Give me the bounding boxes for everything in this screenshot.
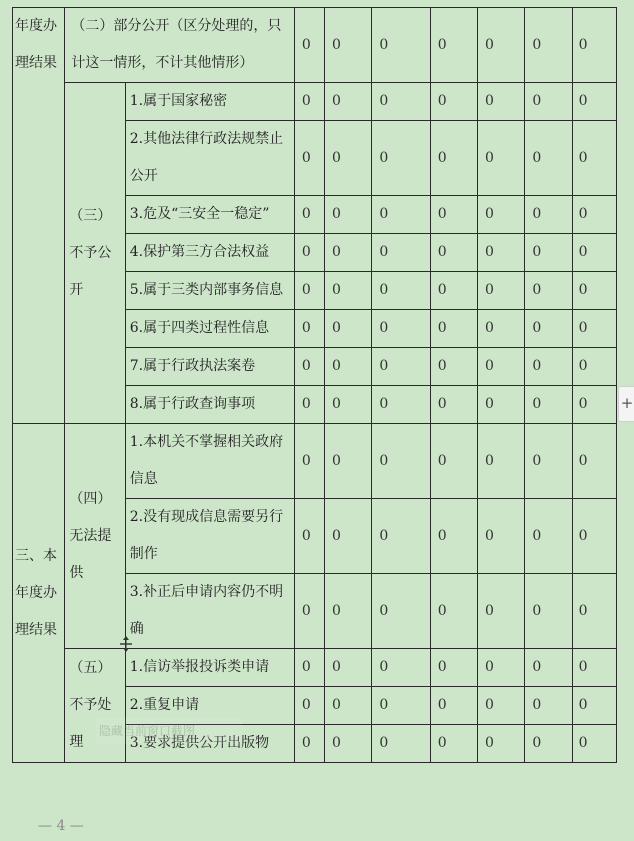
value-cell: 0 xyxy=(294,386,324,424)
group-label-unable: （四）无法提供 xyxy=(65,424,125,649)
value-cell: 0 xyxy=(430,424,477,499)
value-cell: 0 xyxy=(478,121,525,196)
row-label-partial: （二）部分公开（区分处理的，只计这一情形，不计其他情形） xyxy=(65,8,295,83)
value-cell: 0 xyxy=(294,121,324,196)
item-label: 3.要求提供公开出版物 xyxy=(125,725,294,763)
resize-cursor-icon xyxy=(119,635,133,653)
add-plus-button[interactable]: + xyxy=(618,386,634,422)
value-cell: 0 xyxy=(525,8,572,83)
value-cell: 0 xyxy=(325,348,372,386)
screenshot-toolbar-overlay[interactable]: 隐藏当前窗口截图 xyxy=(96,718,242,744)
value-cell: 0 xyxy=(478,196,525,234)
item-label: 8.属于行政查询事项 xyxy=(125,386,294,424)
value-cell: 0 xyxy=(525,310,572,348)
value-cell: 0 xyxy=(430,499,477,574)
value-cell: 0 xyxy=(572,121,616,196)
value-cell: 0 xyxy=(294,83,324,121)
value-cell: 0 xyxy=(572,196,616,234)
value-cell: 0 xyxy=(478,499,525,574)
value-cell: 0 xyxy=(294,725,324,763)
value-cell: 0 xyxy=(325,574,372,649)
value-cell: 0 xyxy=(325,272,372,310)
value-cell: 0 xyxy=(572,687,616,725)
value-cell: 0 xyxy=(294,196,324,234)
value-cell: 0 xyxy=(572,725,616,763)
value-cell: 0 xyxy=(525,348,572,386)
value-cell: 0 xyxy=(478,348,525,386)
page-number: — 4 — xyxy=(38,818,84,834)
item-label: 7.属于行政执法案卷 xyxy=(125,348,294,386)
value-cell: 0 xyxy=(525,574,572,649)
value-cell: 0 xyxy=(525,386,572,424)
value-cell: 0 xyxy=(372,310,430,348)
value-cell: 0 xyxy=(430,574,477,649)
value-cell: 0 xyxy=(430,8,477,83)
value-cell: 0 xyxy=(325,649,372,687)
value-cell: 0 xyxy=(525,499,572,574)
value-cell: 0 xyxy=(372,386,430,424)
value-cell: 0 xyxy=(478,424,525,499)
value-cell: 0 xyxy=(430,272,477,310)
value-cell: 0 xyxy=(430,649,477,687)
value-cell: 0 xyxy=(525,196,572,234)
value-cell: 0 xyxy=(572,310,616,348)
value-cell: 0 xyxy=(525,83,572,121)
value-cell: 0 xyxy=(478,272,525,310)
value-cell: 0 xyxy=(430,234,477,272)
value-cell: 0 xyxy=(430,310,477,348)
value-cell: 0 xyxy=(294,687,324,725)
value-cell: 0 xyxy=(478,649,525,687)
table-row xyxy=(13,83,617,121)
value-cell: 0 xyxy=(325,725,372,763)
value-cell: 0 xyxy=(572,649,616,687)
item-label: 2.没有现成信息需要另行制作 xyxy=(125,499,294,574)
value-cell: 0 xyxy=(478,234,525,272)
value-cell: 0 xyxy=(325,8,372,83)
value-cell: 0 xyxy=(525,725,572,763)
value-cell: 0 xyxy=(372,348,430,386)
value-cell: 0 xyxy=(478,83,525,121)
value-cell: 0 xyxy=(372,687,430,725)
value-cell: 0 xyxy=(430,725,477,763)
value-cell: 0 xyxy=(572,272,616,310)
item-label: 2.重复申请 xyxy=(125,687,294,725)
value-cell: 0 xyxy=(325,83,372,121)
item-label: 2.其他法律行政法规禁止公开 xyxy=(125,121,294,196)
value-cell: 0 xyxy=(372,83,430,121)
value-cell: 0 xyxy=(325,121,372,196)
value-cell: 0 xyxy=(572,499,616,574)
value-cell: 0 xyxy=(294,272,324,310)
value-cell: 0 xyxy=(525,649,572,687)
value-cell: 0 xyxy=(572,574,616,649)
value-cell: 0 xyxy=(430,687,477,725)
value-cell: 0 xyxy=(372,234,430,272)
value-cell: 0 xyxy=(372,649,430,687)
value-cell: 0 xyxy=(325,499,372,574)
value-cell: 0 xyxy=(372,121,430,196)
value-cell: 0 xyxy=(572,8,616,83)
value-cell: 0 xyxy=(294,499,324,574)
value-cell: 0 xyxy=(325,196,372,234)
value-cell: 0 xyxy=(430,196,477,234)
value-cell: 0 xyxy=(478,687,525,725)
value-cell: 0 xyxy=(478,8,525,83)
value-cell: 0 xyxy=(372,574,430,649)
value-cell: 0 xyxy=(430,83,477,121)
value-cell: 0 xyxy=(478,310,525,348)
item-label: 1.属于国家秘密 xyxy=(125,83,294,121)
statistics-table xyxy=(12,7,617,763)
value-cell: 0 xyxy=(525,121,572,196)
value-cell: 0 xyxy=(294,234,324,272)
value-cell: 0 xyxy=(430,348,477,386)
value-cell: 0 xyxy=(325,234,372,272)
value-cell: 0 xyxy=(572,348,616,386)
value-cell: 0 xyxy=(572,234,616,272)
value-cell: 0 xyxy=(372,272,430,310)
value-cell: 0 xyxy=(478,725,525,763)
value-cell: 0 xyxy=(325,386,372,424)
item-label: 5.属于三类内部事务信息 xyxy=(125,272,294,310)
value-cell: 0 xyxy=(372,725,430,763)
value-cell: 0 xyxy=(325,424,372,499)
group-label-withheld: （三）不予公开 xyxy=(65,83,125,424)
value-cell: 0 xyxy=(372,8,430,83)
item-label: 1.本机关不掌握相关政府信息 xyxy=(125,424,294,499)
value-cell: 0 xyxy=(294,649,324,687)
item-label: 3.危及“三安全一稳定” xyxy=(125,196,294,234)
value-cell: 0 xyxy=(325,687,372,725)
value-cell: 0 xyxy=(572,386,616,424)
value-cell: 0 xyxy=(525,687,572,725)
value-cell: 0 xyxy=(372,499,430,574)
value-cell: 0 xyxy=(525,272,572,310)
item-label: 3.补正后申请内容仍不明确 xyxy=(125,574,294,649)
value-cell: 0 xyxy=(372,424,430,499)
table-row xyxy=(13,424,617,499)
category-cell-bottom: 三、本年度办理结果 xyxy=(13,424,65,763)
category-cell-top: 年度办理结果 xyxy=(13,8,65,424)
value-cell: 0 xyxy=(430,386,477,424)
value-cell: 0 xyxy=(478,386,525,424)
value-cell: 0 xyxy=(430,121,477,196)
value-cell: 0 xyxy=(372,196,430,234)
value-cell: 0 xyxy=(572,424,616,499)
value-cell: 0 xyxy=(294,348,324,386)
value-cell: 0 xyxy=(525,424,572,499)
group-label-not-processed: （五）不予处理 xyxy=(65,649,125,763)
table-row xyxy=(13,649,617,687)
value-cell: 0 xyxy=(294,8,324,83)
item-label: 4.保护第三方合法权益 xyxy=(125,234,294,272)
table-row xyxy=(13,8,617,83)
value-cell: 0 xyxy=(525,234,572,272)
item-label: 1.信访举报投诉类申请 xyxy=(125,649,294,687)
item-label: 6.属于四类过程性信息 xyxy=(125,310,294,348)
value-cell: 0 xyxy=(572,83,616,121)
value-cell: 0 xyxy=(294,310,324,348)
value-cell: 0 xyxy=(325,310,372,348)
value-cell: 0 xyxy=(294,424,324,499)
value-cell: 0 xyxy=(294,574,324,649)
value-cell: 0 xyxy=(478,574,525,649)
